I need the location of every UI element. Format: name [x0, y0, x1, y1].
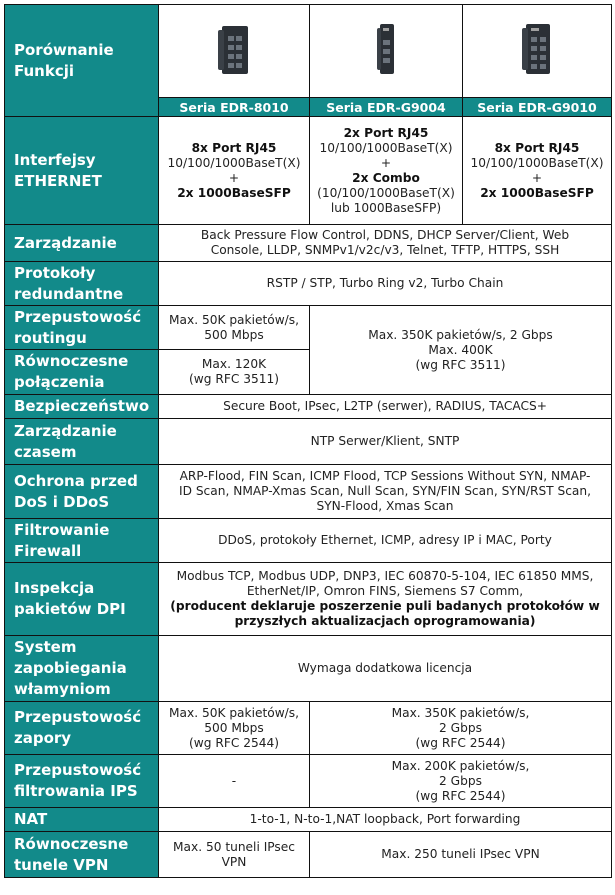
routing-edr-8010: [159, 306, 310, 350]
cell-line: 2x Port RJ45: [343, 125, 429, 140]
cell-line: Console, LLDP, SNMPv1/v2c/v3, Telnet, TFTP, HTTPS, SSH: [210, 243, 560, 257]
connections-edr-8010: [159, 350, 310, 395]
cell-line: (wg RFC 3511): [415, 357, 506, 372]
row-label-nat: NAT: [5, 808, 159, 832]
row-label-security: Bezpieczeństwo: [5, 395, 159, 419]
cell-line: 2 Gbps: [439, 720, 482, 735]
row-label-vpn: Równoczesne tunele VPN: [5, 832, 159, 878]
cell-line: 500 Mbps: [204, 327, 264, 342]
cell-line: Max. 200K pakietów/s,: [391, 758, 530, 773]
cell-line: +: [380, 155, 392, 170]
comparison-table: [4, 4, 612, 878]
management-value: [159, 225, 612, 262]
cell-line: 8x Port RJ45: [191, 140, 277, 155]
cell-line: 500 Mbps: [204, 720, 264, 735]
cell-line: VPN: [221, 854, 247, 869]
fw-throughput-g-series: [310, 702, 612, 755]
cell-line: Max. 50K pakietów/s,: [169, 705, 299, 720]
ips-throughput-g-series: [310, 755, 612, 808]
cell-line: 10/100/1000BaseT(X) +: [167, 155, 301, 185]
cell-line: 10/100/1000BaseT(X): [319, 140, 453, 155]
ips-value: Wymaga dodatkowa licencja: [159, 636, 612, 702]
cell-line: (producent deklaruje poszerzenie puli badanych protokołów w: [170, 599, 600, 613]
cell-line: (10/100/1000BaseT(X): [317, 185, 455, 200]
row-label-dpi: Inspekcja pakietów DPI: [5, 563, 159, 636]
cell-line: Modbus TCP, Modbus UDP, DNP3, IEC 60870-5-104, IEC 61850 MMS,: [176, 569, 594, 583]
row-label-time: Zarządzanie czasem: [5, 419, 159, 465]
edr-g9004-image: [310, 5, 463, 98]
row-label-firewall: Filtrowanie Firewall: [5, 519, 159, 563]
cell-line: 8x Port RJ45: [494, 140, 580, 155]
cell-line: ID Scan, NMAP-Xmas Scan, Null Scan, SYN/FIN Scan, SYN/RST Scan,: [178, 484, 592, 498]
cell-line: (wg RFC 2544): [189, 735, 279, 750]
cell-line: (wg RFC 2544): [415, 788, 506, 803]
cell-line: Max. 50 tuneli IPsec: [173, 839, 295, 854]
ips-throughput-edr-8010: -: [159, 755, 310, 808]
redundancy-value: RSTP / STP, Turbo Ring v2, Turbo Chain: [159, 262, 612, 306]
cell-line: 10/100/1000BaseT(X): [470, 155, 604, 170]
vpn-g-series: Max. 250 tuneli IPsec VPN: [310, 832, 612, 878]
title-text: Porównanie Funkcji: [14, 40, 114, 80]
cell-line: 2 Gbps: [439, 773, 482, 788]
ethernet-edr-g9004: [310, 117, 463, 225]
cell-line: EtherNet/IP, Omron FINS, Siemens S7 Comm,: [246, 584, 524, 598]
cell-line: przyszłych aktualizacjach oprogramowania): [234, 614, 536, 628]
cell-line: (wg RFC 2544): [415, 735, 506, 750]
cell-line: lub 1000BaseSFP): [330, 200, 442, 215]
ethernet-edr-g9010: [463, 117, 612, 225]
dos-value: [159, 465, 612, 519]
cell-line: +: [531, 170, 543, 185]
row-label-dos: Ochrona przed DoS i DDoS: [5, 465, 159, 519]
cell-line: 2x Combo: [352, 170, 420, 185]
dpi-value: [159, 563, 612, 636]
routing-conns-g-series: [310, 306, 612, 395]
row-label-ethernet: Interfejsy ETHERNET: [5, 117, 159, 225]
series-edr-g9004: Seria EDR-G9004: [310, 98, 463, 117]
row-label-redundancy: Protokoły redundantne: [5, 262, 159, 306]
row-label-routing: Przepustowość routingu: [5, 306, 159, 350]
cell-line: Max. 350K pakietów/s,: [391, 705, 530, 720]
cell-line: Max. 120K: [201, 357, 267, 371]
edr-8010-image: [159, 5, 310, 98]
cell-line: Back Pressure Flow Control, DDNS, DHCP Server/Client, Web: [200, 228, 570, 242]
table-title: [5, 5, 159, 117]
row-label-management: Zarządzanie: [5, 225, 159, 262]
cell-line: Max. 50K pakietów/s,: [169, 312, 299, 327]
cell-line: Max. 350K pakietów/s, 2 Gbps: [368, 327, 553, 342]
edr-g9010-image: [463, 5, 612, 98]
row-label-connections: Równoczesne połączenia: [5, 350, 159, 395]
nat-value: 1-to-1, N-to-1,NAT loopback, Port forwarding: [159, 808, 612, 832]
cell-line: Max. 400K: [428, 342, 493, 357]
ethernet-edr-8010: [159, 117, 310, 225]
cell-line: 2x 1000BaseSFP: [480, 185, 594, 200]
row-label-ips-throughput: Przepustowość filtrowania IPS: [5, 755, 159, 808]
cell-line: SYN-Flood, Xmas Scan: [316, 499, 454, 513]
row-label-firewall-throughput: Przepustowość zapory: [5, 702, 159, 755]
cell-line: 2x 1000BaseSFP: [177, 185, 291, 200]
cell-line: ARP-Flood, FIN Scan, ICMP Flood, TCP Sessions Without SYN, NMAP-: [179, 469, 591, 483]
security-value: Secure Boot, IPsec, L2TP (serwer), RADIUS, TACACS+: [159, 395, 612, 419]
firewall-value: DDoS, protokoły Ethernet, ICMP, adresy IP i MAC, Porty: [159, 519, 612, 563]
series-edr-g9010: Seria EDR-G9010: [463, 98, 612, 117]
row-label-ips: System zapobiegania włamyniom: [5, 636, 159, 702]
fw-throughput-edr-8010: [159, 702, 310, 755]
time-value: NTP Serwer/Klient, SNTP: [159, 419, 612, 465]
series-edr-8010: Seria EDR-8010: [159, 98, 310, 117]
cell-line: (wg RFC 3511): [189, 372, 279, 386]
vpn-edr-8010: [159, 832, 310, 878]
